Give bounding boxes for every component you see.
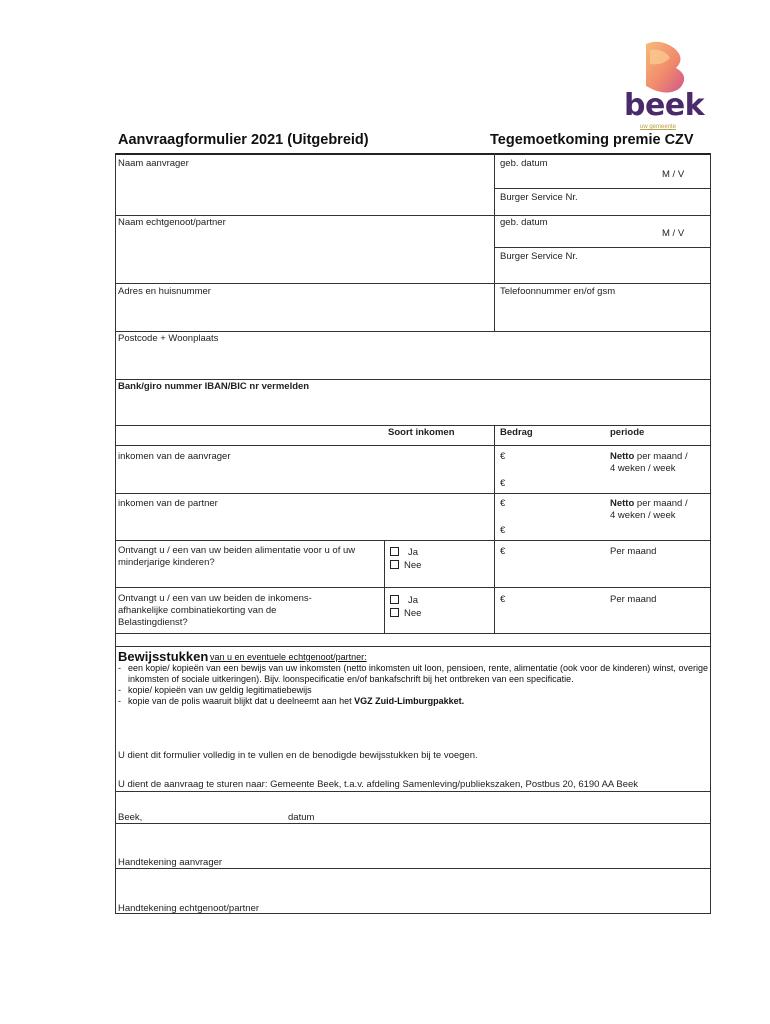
form-title: Aanvraagformulier 2021 (Uitgebreid) xyxy=(118,132,369,148)
alimony-question: Ontvangt u / een van uw beiden alimentatie voor u of uw minderjarige kinderen? xyxy=(118,545,356,568)
send-to-text: U dient de aanvraag te sturen naar: Gemeente Beek, t.a.v. afdeling Samenleving/publiekszaken, Postbus 20, 6190 AA Beek xyxy=(118,779,639,790)
divider-h3 xyxy=(494,247,710,248)
partner-income-period xyxy=(610,498,688,522)
postcode-field[interactable]: Postcode + Woonplaats xyxy=(118,333,219,344)
divider-h14 xyxy=(115,791,711,792)
evidence-title: Bewijsstukken xyxy=(118,649,209,664)
income-amount-header: Bedrag xyxy=(500,427,533,438)
income-type-header: Soort inkomen xyxy=(388,427,455,438)
netto-label: Netto xyxy=(610,451,635,462)
place-field[interactable]: Beek, xyxy=(118,812,143,823)
beek-logo-word: beek xyxy=(624,88,705,123)
combi-no-label: Nee xyxy=(404,608,422,619)
netto-rest: per maand / xyxy=(634,451,688,462)
partner-income-label: inkomen van de partner xyxy=(118,498,218,509)
divider-v4 xyxy=(494,425,495,633)
applicant-bsn-field[interactable]: Burger Service Nr. xyxy=(500,192,578,203)
divider-h13 xyxy=(115,646,711,647)
divider-h5 xyxy=(115,331,711,332)
evidence-item-bold: VGZ Zuid-Limburgpakket. xyxy=(354,696,465,706)
divider-h6 xyxy=(115,379,711,380)
divider-h7 xyxy=(115,425,711,426)
divider-h2 xyxy=(115,215,711,216)
address-field[interactable]: Adres en huisnummer xyxy=(118,286,211,297)
alimony-no-label: Nee xyxy=(404,560,422,571)
combi-question: Ontvangt u / een van uw beiden de inkomens-afhankelijke combinatiekorting van de Belastingdienst? xyxy=(118,593,312,628)
alimony-yes-label: Ja xyxy=(408,547,419,558)
bank-account-field[interactable]: Bank/giro nummer IBAN/BIC nr vermelden xyxy=(118,381,310,392)
divider-h16 xyxy=(115,868,711,869)
evidence-item-text: kopie van de polis waaruit blijkt dat u deelneemt aan het xyxy=(128,696,355,706)
divider-h9 xyxy=(115,493,711,494)
applicant-income-amount-1[interactable]: € xyxy=(500,451,506,462)
applicant-name-field[interactable]: Naam aanvrager xyxy=(118,158,189,169)
alimony-yes-option[interactable] xyxy=(390,547,418,558)
applicant-gender-field[interactable]: M / V xyxy=(662,169,685,180)
applicant-income-period xyxy=(610,451,688,475)
partner-signature-field[interactable]: Handtekening echtgenoot/partner xyxy=(118,903,260,914)
checkbox-icon[interactable] xyxy=(390,608,399,617)
divider-h4 xyxy=(115,283,711,284)
divider-h10 xyxy=(115,540,711,541)
checkbox-icon[interactable] xyxy=(390,595,399,604)
evidence-list xyxy=(118,663,708,707)
applicant-income-amount-2[interactable]: € xyxy=(500,478,506,489)
divider-v2 xyxy=(494,215,495,283)
phone-field[interactable]: Telefoonnummer en/of gsm xyxy=(500,286,616,297)
combi-yes-label: Ja xyxy=(408,595,419,606)
alimony-period: Per maand xyxy=(610,546,657,557)
evidence-item: - een kopie/ kopieën van een bewijs van uw inkomsten (netto inkomsten uit loon, pensioen, rente, alimentatie (ook voor de kinderen) winst, overige inkomsten of sociale uitkeringen). Bijv. loonspecificatie en/of bankafschrift bij het ontbreken van een specificatie. xyxy=(118,663,708,685)
form-subject: Tegemoetkoming premie CZV xyxy=(490,132,694,148)
checkbox-icon[interactable] xyxy=(390,547,399,556)
divider-v1 xyxy=(494,153,495,215)
income-period-header: periode xyxy=(610,427,645,438)
combi-period: Per maand xyxy=(610,594,657,605)
alimony-no-option[interactable] xyxy=(390,560,421,571)
divider-v3 xyxy=(494,283,495,331)
alimony-amount[interactable]: € xyxy=(500,546,506,557)
divider-h11 xyxy=(115,587,711,588)
partner-income-amount-2[interactable]: € xyxy=(500,525,506,536)
partner-income-amount-1[interactable]: € xyxy=(500,498,506,509)
evidence-item xyxy=(118,696,708,707)
partner-bsn-field[interactable]: Burger Service Nr. xyxy=(500,251,578,262)
netto-rest: per maand / xyxy=(634,498,688,509)
divider-h8 xyxy=(115,445,711,446)
beek-logo-tagline: uw gemeente xyxy=(640,124,677,130)
checkbox-icon[interactable] xyxy=(390,560,399,569)
combi-no-option[interactable] xyxy=(390,608,421,619)
instruction-text: U dient dit formulier volledig in te vullen en de benodigde bewijsstukken bij te voegen. xyxy=(118,750,478,761)
netto-label: Netto xyxy=(610,498,635,509)
applicant-signature-field[interactable]: Handtekening aanvrager xyxy=(118,857,223,868)
partner-gender-field[interactable]: M / V xyxy=(662,228,685,239)
partner-dob-field[interactable]: geb. datum xyxy=(500,217,548,228)
netto-line2: 4 weken / week xyxy=(610,510,676,521)
divider-h1 xyxy=(494,188,710,189)
divider-h12 xyxy=(115,633,711,634)
applicant-dob-field[interactable]: geb. datum xyxy=(500,158,548,169)
frame-right xyxy=(710,153,711,914)
date-field[interactable]: datum xyxy=(288,812,315,823)
rule-top xyxy=(115,153,711,155)
applicant-income-label: inkomen van de aanvrager xyxy=(118,451,231,462)
beek-logo-mark-icon xyxy=(640,40,690,94)
evidence-item: - kopie/ kopieën van uw geldig legitimatiebewijs xyxy=(118,685,708,696)
evidence-subtitle: van u en eventuele echtgenoot/partner: xyxy=(210,652,367,662)
frame-left xyxy=(115,153,116,914)
combi-amount[interactable]: € xyxy=(500,594,506,605)
combi-yes-option[interactable] xyxy=(390,595,418,606)
divider-h15 xyxy=(115,823,711,824)
netto-line2: 4 weken / week xyxy=(610,463,676,474)
partner-name-field[interactable]: Naam echtgenoot/partner xyxy=(118,217,226,228)
